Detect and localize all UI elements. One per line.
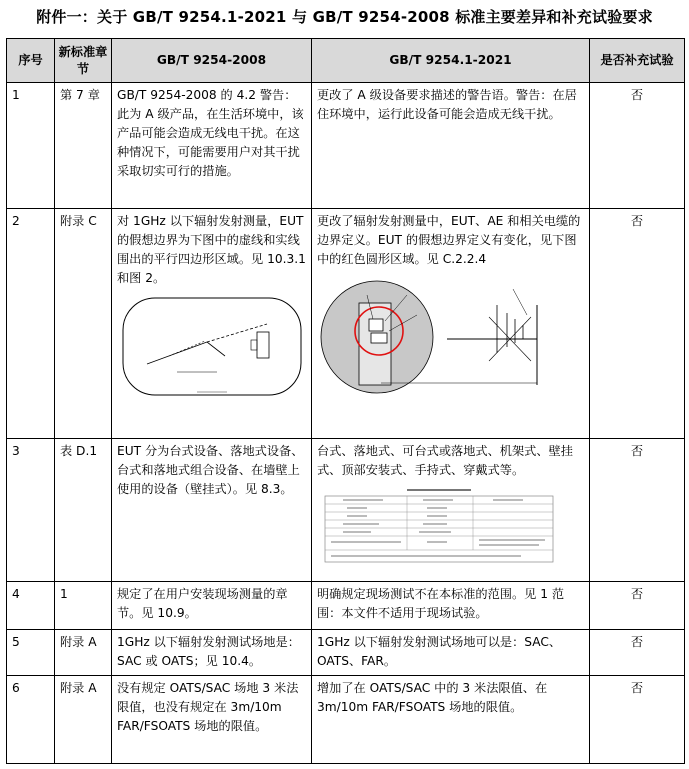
row-supplement: 否 (590, 209, 685, 439)
header-no: 序号 (7, 39, 55, 83)
row-old: 没有规定 OATS/SAC 场地 3 米法限值，也没有规定在 3m/10m FAR/FSOATS 场地的限值。 (112, 676, 312, 764)
row-supplement: 否 (590, 439, 685, 582)
row-supplement: 否 (590, 582, 685, 630)
row-supplement: 否 (590, 83, 685, 209)
row-old: EUT 分为台式设备、落地式设备、台式和落地式组合设备、在墙壁上使用的设备（壁挂式）。见 8.3。 (112, 439, 312, 582)
table-row (7, 83, 685, 209)
header-chapter: 新标准章节 (55, 39, 112, 83)
row-new: 台式、落地式、可台式或落地式、机架式、壁挂式、顶部安装式、手持式、穿戴式等。 (317, 444, 573, 477)
table-row (7, 582, 685, 630)
comparison-table (6, 38, 685, 764)
row-new-cell (312, 209, 590, 439)
row-new: 1GHz 以下辐射发射测试场地可以是：SAC、OATS、FAR。 (312, 630, 590, 676)
row-old-cell (112, 209, 312, 439)
table-d1-thumbnail (323, 486, 555, 564)
table-row (7, 630, 685, 676)
row-no: 5 (7, 630, 55, 676)
row-old: GB/T 9254-2008 的 4.2 警告：此为 A 级产品，在生活环境中，该产品可能会造成无线电干扰。在这种情况下，可能需要用户对其干扰采取切实可行的措施。 (112, 83, 312, 209)
row-new-cell (312, 439, 590, 582)
row-no: 2 (7, 209, 55, 439)
row-old: 1GHz 以下辐射发射测试场地是：SAC 或 OATS；见 10.4。 (112, 630, 312, 676)
row-chapter: 附录 A (55, 630, 112, 676)
row-old: 对 1GHz 以下辐射发射测量，EUT 的假想边界为下图中的虚线和实线围出的平行四边形区域。见 10.3.1 和图 2。 (117, 214, 306, 285)
row-no: 6 (7, 676, 55, 764)
row-new: 增加了在 OATS/SAC 中的 3 米法限值、在 3m/10m FAR/FSOATS 场地的限值。 (312, 676, 590, 764)
header-supplement: 是否补充试验 (590, 39, 685, 83)
row-supplement: 否 (590, 676, 685, 764)
page-title: 附件一：关于 GB/T 9254.1-2021 与 GB/T 9254-2008 标准主要差异和补充试验要求 (36, 8, 653, 26)
row-no: 3 (7, 439, 55, 582)
row-new: 明确规定现场测试不在本标准的范围。见 1 范围：本文件不适用于现场试验。 (312, 582, 590, 630)
row-supplement: 否 (590, 630, 685, 676)
row-chapter: 表 D.1 (55, 439, 112, 582)
new-eut-boundary-figure (317, 275, 583, 400)
row-new: 更改了辐射发射测量中，EUT、AE 和相关电缆的边界定义。EUT 的假想边界定义有变化，见下图中的红色圆形区域。见 C.2.2.4 (317, 214, 581, 266)
row-no: 4 (7, 582, 55, 630)
table-row (7, 676, 685, 764)
row-chapter: 第 7 章 (55, 83, 112, 209)
row-new: 更改了 A 级设备要求描述的警告语。警告：在居住环境中，运行此设备可能会造成无线干扰。 (312, 83, 590, 209)
table-row (7, 209, 685, 439)
table-header-row (7, 39, 685, 83)
row-old: 规定了在用户安装现场测量的章节。见 10.9。 (112, 582, 312, 630)
row-chapter: 1 (55, 582, 112, 630)
header-new-standard: GB/T 9254.1-2021 (312, 39, 590, 83)
old-eut-boundary-figure (117, 294, 307, 399)
row-chapter: 附录 A (55, 676, 112, 764)
header-old-standard: GB/T 9254-2008 (112, 39, 312, 83)
row-chapter: 附录 C (55, 209, 112, 439)
row-no: 1 (7, 83, 55, 209)
table-row (7, 439, 685, 582)
